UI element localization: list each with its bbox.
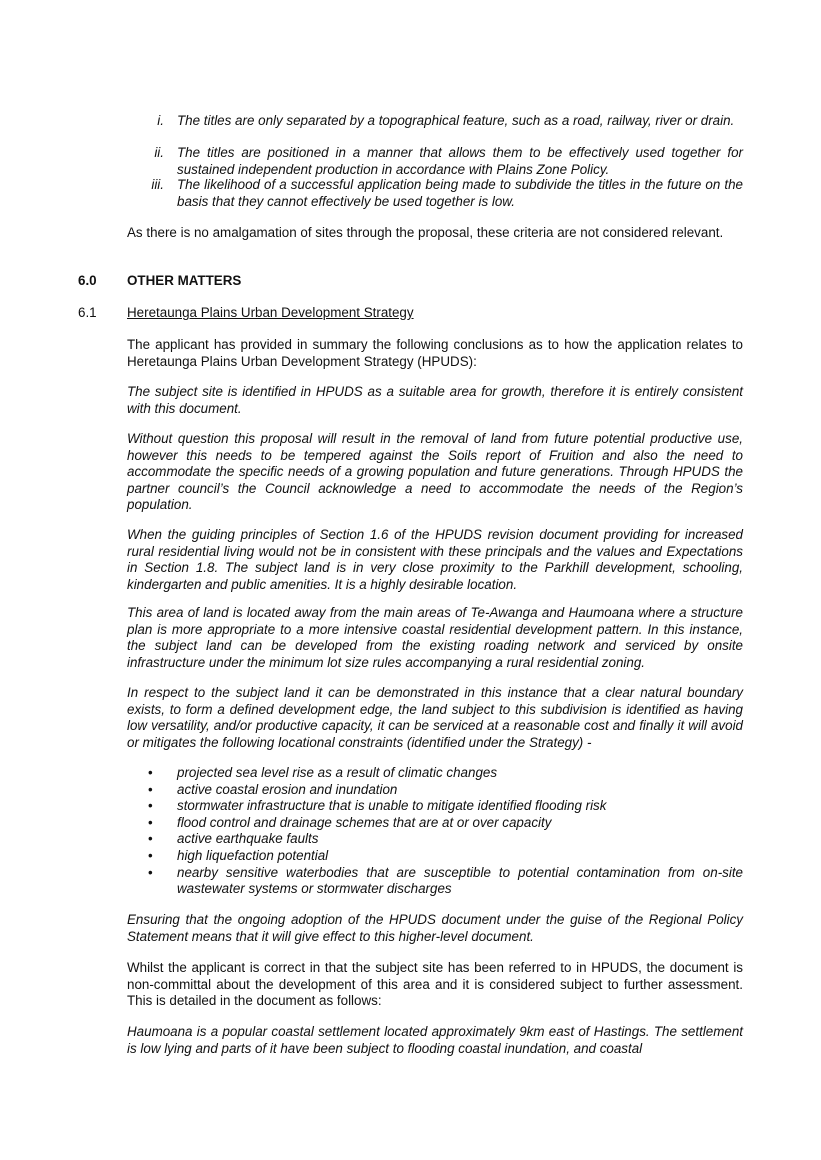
constraint-text: active coastal erosion and inundation bbox=[177, 781, 398, 797]
criteria-item bbox=[128, 145, 743, 178]
criteria-conclusion: As there is no amalgamation of sites through the proposal, these criteria are not considered relevant. bbox=[127, 225, 724, 240]
constraint-text: projected sea level rise as a result of climatic changes bbox=[177, 765, 498, 780]
constraint-text: nearby sensitive waterbodies that are susceptible to potential contamination from on-site wastewater systems or stormwater discharges bbox=[177, 864, 743, 897]
section-number: 6.0 bbox=[78, 273, 97, 288]
list-item bbox=[148, 765, 743, 782]
criteria-number: i. bbox=[157, 113, 164, 128]
subsection-number: 6.1 bbox=[78, 305, 97, 320]
list-item bbox=[148, 865, 743, 898]
criteria-item bbox=[128, 177, 743, 210]
bullet-icon: • bbox=[148, 831, 153, 847]
quote-closing: Ensuring that the ongoing adoption of the HPUDS document under the guise of the Regional Policy Statement means that it will give effect to this higher-level document. bbox=[127, 912, 743, 944]
quote-paragraph: The subject site is identified in HPUDS as a suitable area for growth, therefore it is entirely consistent with this document. bbox=[127, 384, 743, 416]
constraint-text: flood control and drainage schemes that are at or over capacity bbox=[177, 814, 552, 830]
list-item bbox=[148, 848, 743, 865]
criteria-text: The likelihood of a successful application being made to subdivide the titles in the future on the basis that they cannot effectively be used together is low. bbox=[177, 177, 743, 209]
bullet-icon: • bbox=[148, 847, 153, 863]
list-item bbox=[148, 782, 743, 799]
section-title: OTHER MATTERS bbox=[127, 273, 242, 288]
hpuds-excerpt: Haumoana is a popular coastal settlement located approximately 9km east of Hastings. The settlement is low lying and parts of it have been subject to flooding coastal inundation, and coastal bbox=[127, 1024, 743, 1056]
criteria-text: The titles are positioned in a manner that allows them to be effectively used together for sustained independent production in accordance with Plains Zone Policy. bbox=[177, 145, 743, 177]
constraint-text: active earthquake faults bbox=[177, 831, 319, 847]
assessment-paragraph: Whilst the applicant is correct in that the subject site has been referred to in HPUDS, the document is non-committal about the development of this area and it is considered subject to further assessment. This is detailed in the document as follows: bbox=[127, 960, 743, 1009]
bullet-icon: • bbox=[148, 864, 153, 880]
bullet-icon: • bbox=[148, 798, 153, 814]
bullet-icon: • bbox=[148, 814, 153, 830]
criteria-number: ii. bbox=[154, 145, 164, 160]
quote-paragraph: When the guiding principles of Section 1.6 of the HPUDS revision document providing for increased rural residential living would not be in consistent with these principals and the values and Expectations in Section 1.8. The subject land is in very close proximity to the Parkhill development, schooling, kindergarten and public amenities. It is a highly desirable location. bbox=[127, 527, 743, 592]
bullet-icon: • bbox=[148, 765, 153, 780]
intro-paragraph: The applicant has provided in summary the following conclusions as to how the application relates to Heretaunga Plains Urban Development Strategy (HPUDS): bbox=[127, 337, 743, 369]
criteria-number: iii. bbox=[151, 177, 164, 192]
constraints-list bbox=[148, 765, 743, 898]
criteria-item bbox=[128, 113, 743, 130]
constraint-text: high liquefaction potential bbox=[177, 847, 329, 863]
bullet-icon: • bbox=[148, 781, 153, 797]
quote-paragraph: Without question this proposal will result in the removal of land from future potential productive use, however this needs to be tempered against the Soils report of Fruition and also the need to accommodate the specific needs of a growing population and future generations. Through HPUDS the partner council’s the Council acknowledge a need to accommodate the needs of the Region’s population. bbox=[127, 431, 743, 513]
list-item bbox=[148, 831, 743, 848]
constraint-text: stormwater infrastructure that is unable to mitigate identified flooding risk bbox=[177, 798, 607, 814]
quote-paragraph: This area of land is located away from the main areas of Te-Awanga and Haumoana where a structure plan is more appropriate to a more intensive coastal residential development pattern. In this instance, the subject land can be developed from the existing roading network and serviced by onsite infrastructure under the minimum lot size rules accompanying a rural residential zoning. bbox=[127, 605, 743, 670]
criteria-text: The titles are only separated by a topographical feature, such as a road, railway, river or drain. bbox=[177, 113, 735, 128]
list-item bbox=[148, 815, 743, 832]
subsection-title: Heretaunga Plains Urban Development Strategy bbox=[127, 305, 414, 320]
list-item bbox=[148, 798, 743, 815]
quote-paragraph: In respect to the subject land it can be demonstrated in this instance that a clear natural boundary exists, to form a defined development edge, the land subject to this subdivision is identified as having low versatility, and/or productive capacity, it can be serviced at a reasonable cost and finally it will avoid or mitigates the following locational constraints (identified under the Strategy) - bbox=[127, 685, 743, 750]
